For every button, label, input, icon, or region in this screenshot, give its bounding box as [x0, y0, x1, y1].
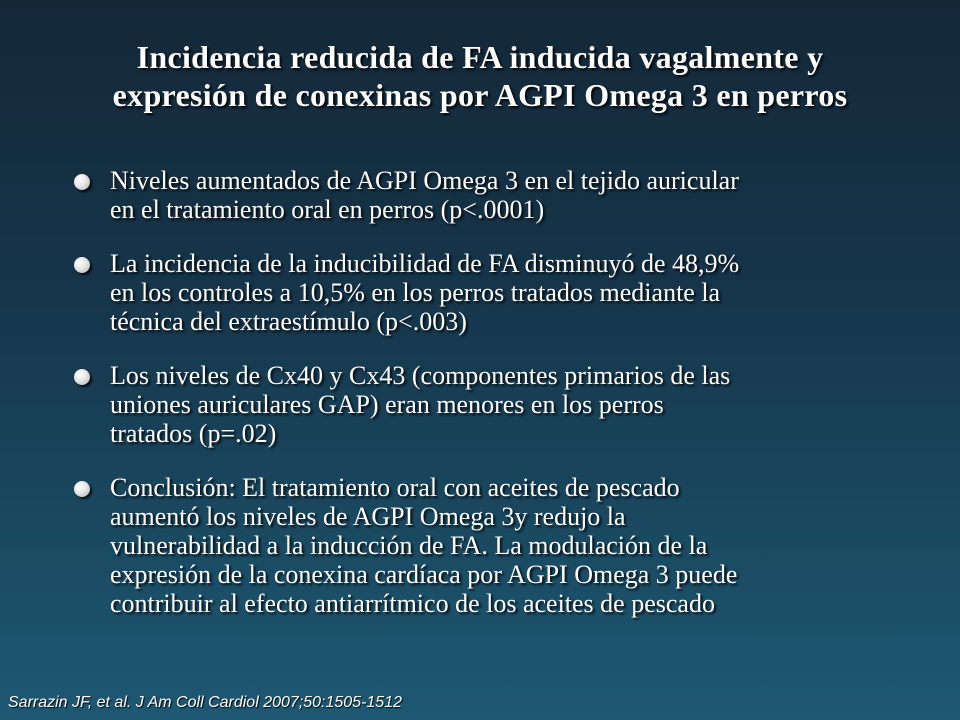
slide-title-line-2: expresión de conexinas por AGPI Omega 3 en perros [112, 77, 848, 113]
bullet-dot-icon [74, 481, 90, 497]
bullet-item-2 [70, 249, 910, 336]
bullet-dot-icon [74, 174, 90, 190]
bullet-3-line-2: uniones auriculares GAP) eran menores en los perros [110, 390, 664, 419]
bullet-3-line-3: tratados (p=.02) [110, 419, 277, 448]
bullet-dot-icon [74, 369, 90, 385]
bullet-1-line-1: Niveles aumentados de AGPI Omega 3 en el tejido auricular [110, 166, 739, 195]
bullet-dot-icon [74, 257, 90, 273]
bullet-4-line-1: Conclusión: El tratamiento oral con aceites de pescado [110, 473, 680, 502]
bullet-item-1 [70, 166, 910, 224]
bullet-4-line-2: aumentó los niveles de AGPI Omega 3y redujo la [110, 502, 626, 531]
bullet-2-line-1: La incidencia de la inducibilidad de FA disminuyó de 48,9% [110, 249, 740, 278]
bullet-item-3 [70, 361, 910, 448]
bullet-item-4 [70, 473, 910, 618]
slide-title [0, 38, 960, 114]
citation: Sarrazin JF, et al. J Am Coll Cardiol 2007;50:1505-1512 [8, 694, 402, 711]
bullet-4-line-5: contribuir al efecto antiarrítmico de los aceites de pescado [110, 589, 715, 618]
bullet-list [70, 166, 910, 643]
bullet-1-line-2: en el tratamiento oral en perros (p<.0001) [110, 195, 545, 224]
bullet-3-line-1: Los niveles de Cx40 y Cx43 (componentes primarios de las [110, 361, 731, 390]
slide-title-line-1: Incidencia reducida de FA inducida vagalmente y [136, 39, 824, 75]
bullet-4-line-4: expresión de la conexina cardíaca por AGPI Omega 3 puede [110, 560, 738, 589]
bullet-2-line-2: en los controles a 10,5% en los perros tratados mediante la [110, 278, 721, 307]
bullet-4-line-3: vulnerabilidad a la inducción de FA. La modulación de la [110, 531, 708, 560]
bullet-2-line-3: técnica del extraestímulo (p<.003) [110, 307, 467, 336]
